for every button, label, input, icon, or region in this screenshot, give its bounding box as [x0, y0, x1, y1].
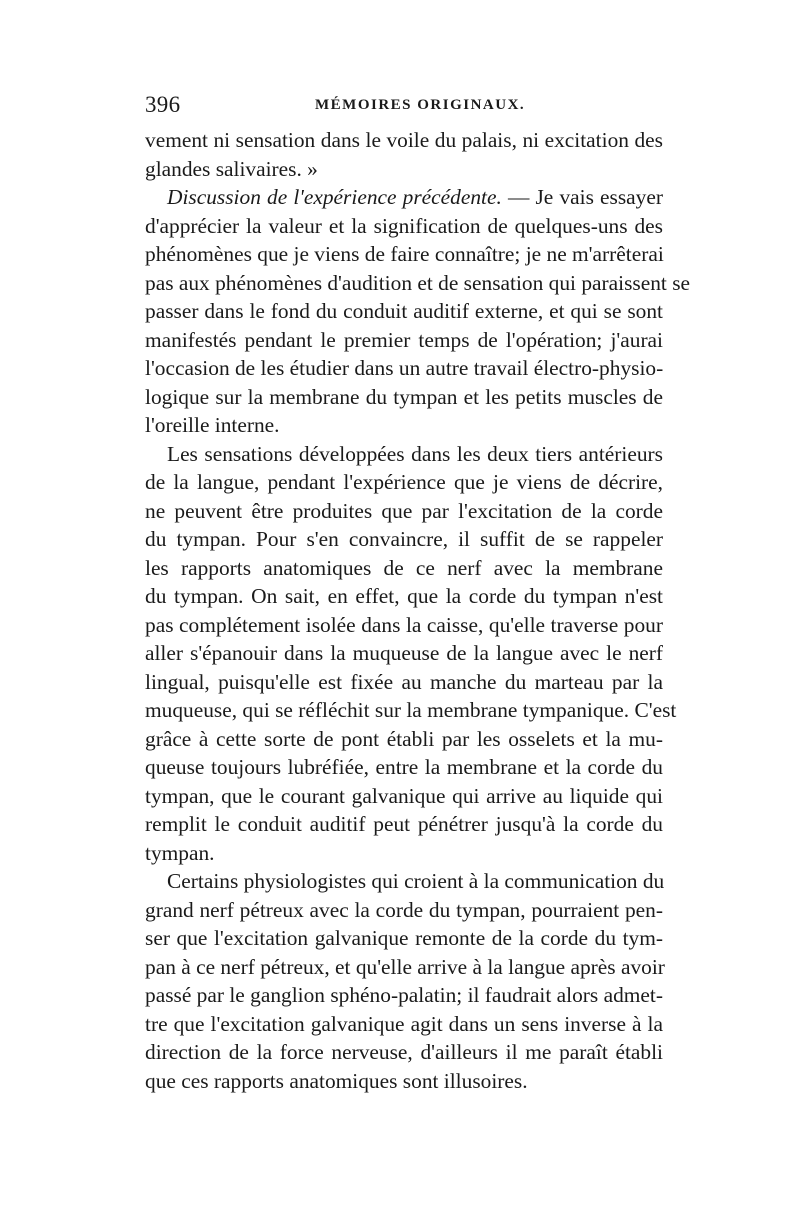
- text-line: du tympan. Pour s'en convaincre, il suffit de se rappeler: [145, 527, 663, 551]
- text-line: lingual, puisqu'elle est fixée au manche du marteau par la: [145, 669, 663, 694]
- text-line: l'oreille interne.: [145, 413, 280, 437]
- page-header: [145, 92, 663, 122]
- text-line: pas complétement isolée dans la caisse, qu'elle traverse pour: [145, 612, 663, 637]
- text-line: de la langue, pendant l'expérience que je viens de décrire,: [145, 470, 663, 494]
- text-line: vement ni sensation dans le voile du palais, ni excitation des: [145, 128, 663, 152]
- text-line: ne peuvent être produites que par l'excitation de la corde: [145, 498, 663, 523]
- text-line: pan à ce nerf pétreux, et qu'elle arrive à la langue après avoir: [145, 954, 665, 979]
- text-line: phénomènes que je viens de faire connaître; je ne m'arrêterai: [145, 242, 664, 266]
- text-line: tympan, que le courant galvanique qui arrive au liquide qui: [145, 783, 663, 808]
- text-fragment: Certains physiologistes qui croient à la communication du: [167, 869, 665, 893]
- text-line: manifestés pendant le premier temps de l'opération; j'aurai: [145, 327, 663, 352]
- text-line: grâce à cette sorte de pont établi par les osselets et la mu-: [145, 726, 663, 751]
- text-line: [145, 867, 663, 896]
- text-fragment: Les sensations développées dans les deux tiers antérieurs: [167, 441, 663, 466]
- text-line: tympan.: [145, 840, 215, 865]
- text-line: remplit le conduit auditif peut pénétrer jusqu'à la corde du: [145, 812, 663, 836]
- text-line: ser que l'excitation galvanique remonte de la corde du tym-: [145, 926, 663, 950]
- page-number: 396: [145, 92, 181, 117]
- text-line: d'apprécier la valeur et la signification de quelques-uns des: [145, 213, 663, 238]
- paragraph: [145, 440, 677, 868]
- text-line: [145, 440, 663, 469]
- paragraph: [145, 126, 663, 183]
- text-line: du tympan. On sait, en effet, que la corde du tympan n'est: [145, 584, 663, 608]
- text-line: aller s'épanouir dans la muqueuse de la langue avec le nerf: [145, 641, 663, 665]
- text-line: l'occasion de les étudier dans un autre travail électro-physio-: [145, 356, 664, 380]
- text-line: [145, 183, 663, 212]
- text-line: passer dans le fond du conduit auditif externe, et qui se sont: [145, 299, 663, 323]
- text-line: les rapports anatomiques de ce nerf avec la membrane: [145, 555, 663, 580]
- text-line: pas aux phénomènes d'audition et de sensation qui paraissent se: [145, 270, 691, 295]
- text-line: grand nerf pétreux avec la corde du tympan, pourraient pen-: [145, 897, 663, 922]
- running-title: MÉMOIRES ORIGINAUX.: [315, 97, 526, 113]
- paragraph: [145, 867, 663, 1095]
- section-heading: Discussion de l'expérience précédente.: [167, 185, 502, 209]
- text-line: tre que l'excitation galvanique agit dans un sens inverse à la: [145, 1011, 663, 1036]
- text-line: queuse toujours lubréfiée, entre la membrane et la corde du: [145, 755, 663, 779]
- text-line: que ces rapports anatomiques sont illusoires.: [145, 1068, 528, 1093]
- text-line: direction de la force nerveuse, d'ailleurs il me paraît établi: [145, 1040, 663, 1064]
- text-line: muqueuse, qui se réfléchit sur la membrane tympanique. C'est: [145, 698, 677, 722]
- text-line: passé par le ganglion sphéno-palatin; il faudrait alors admet-: [145, 983, 663, 1007]
- text-line: logique sur la membrane du tympan et les petits muscles de: [145, 384, 663, 409]
- paragraph: [145, 183, 691, 440]
- text-line: glandes salivaires. »: [145, 156, 318, 181]
- body-text: [145, 126, 691, 1095]
- text-fragment: — Je vais essayer: [501, 185, 663, 209]
